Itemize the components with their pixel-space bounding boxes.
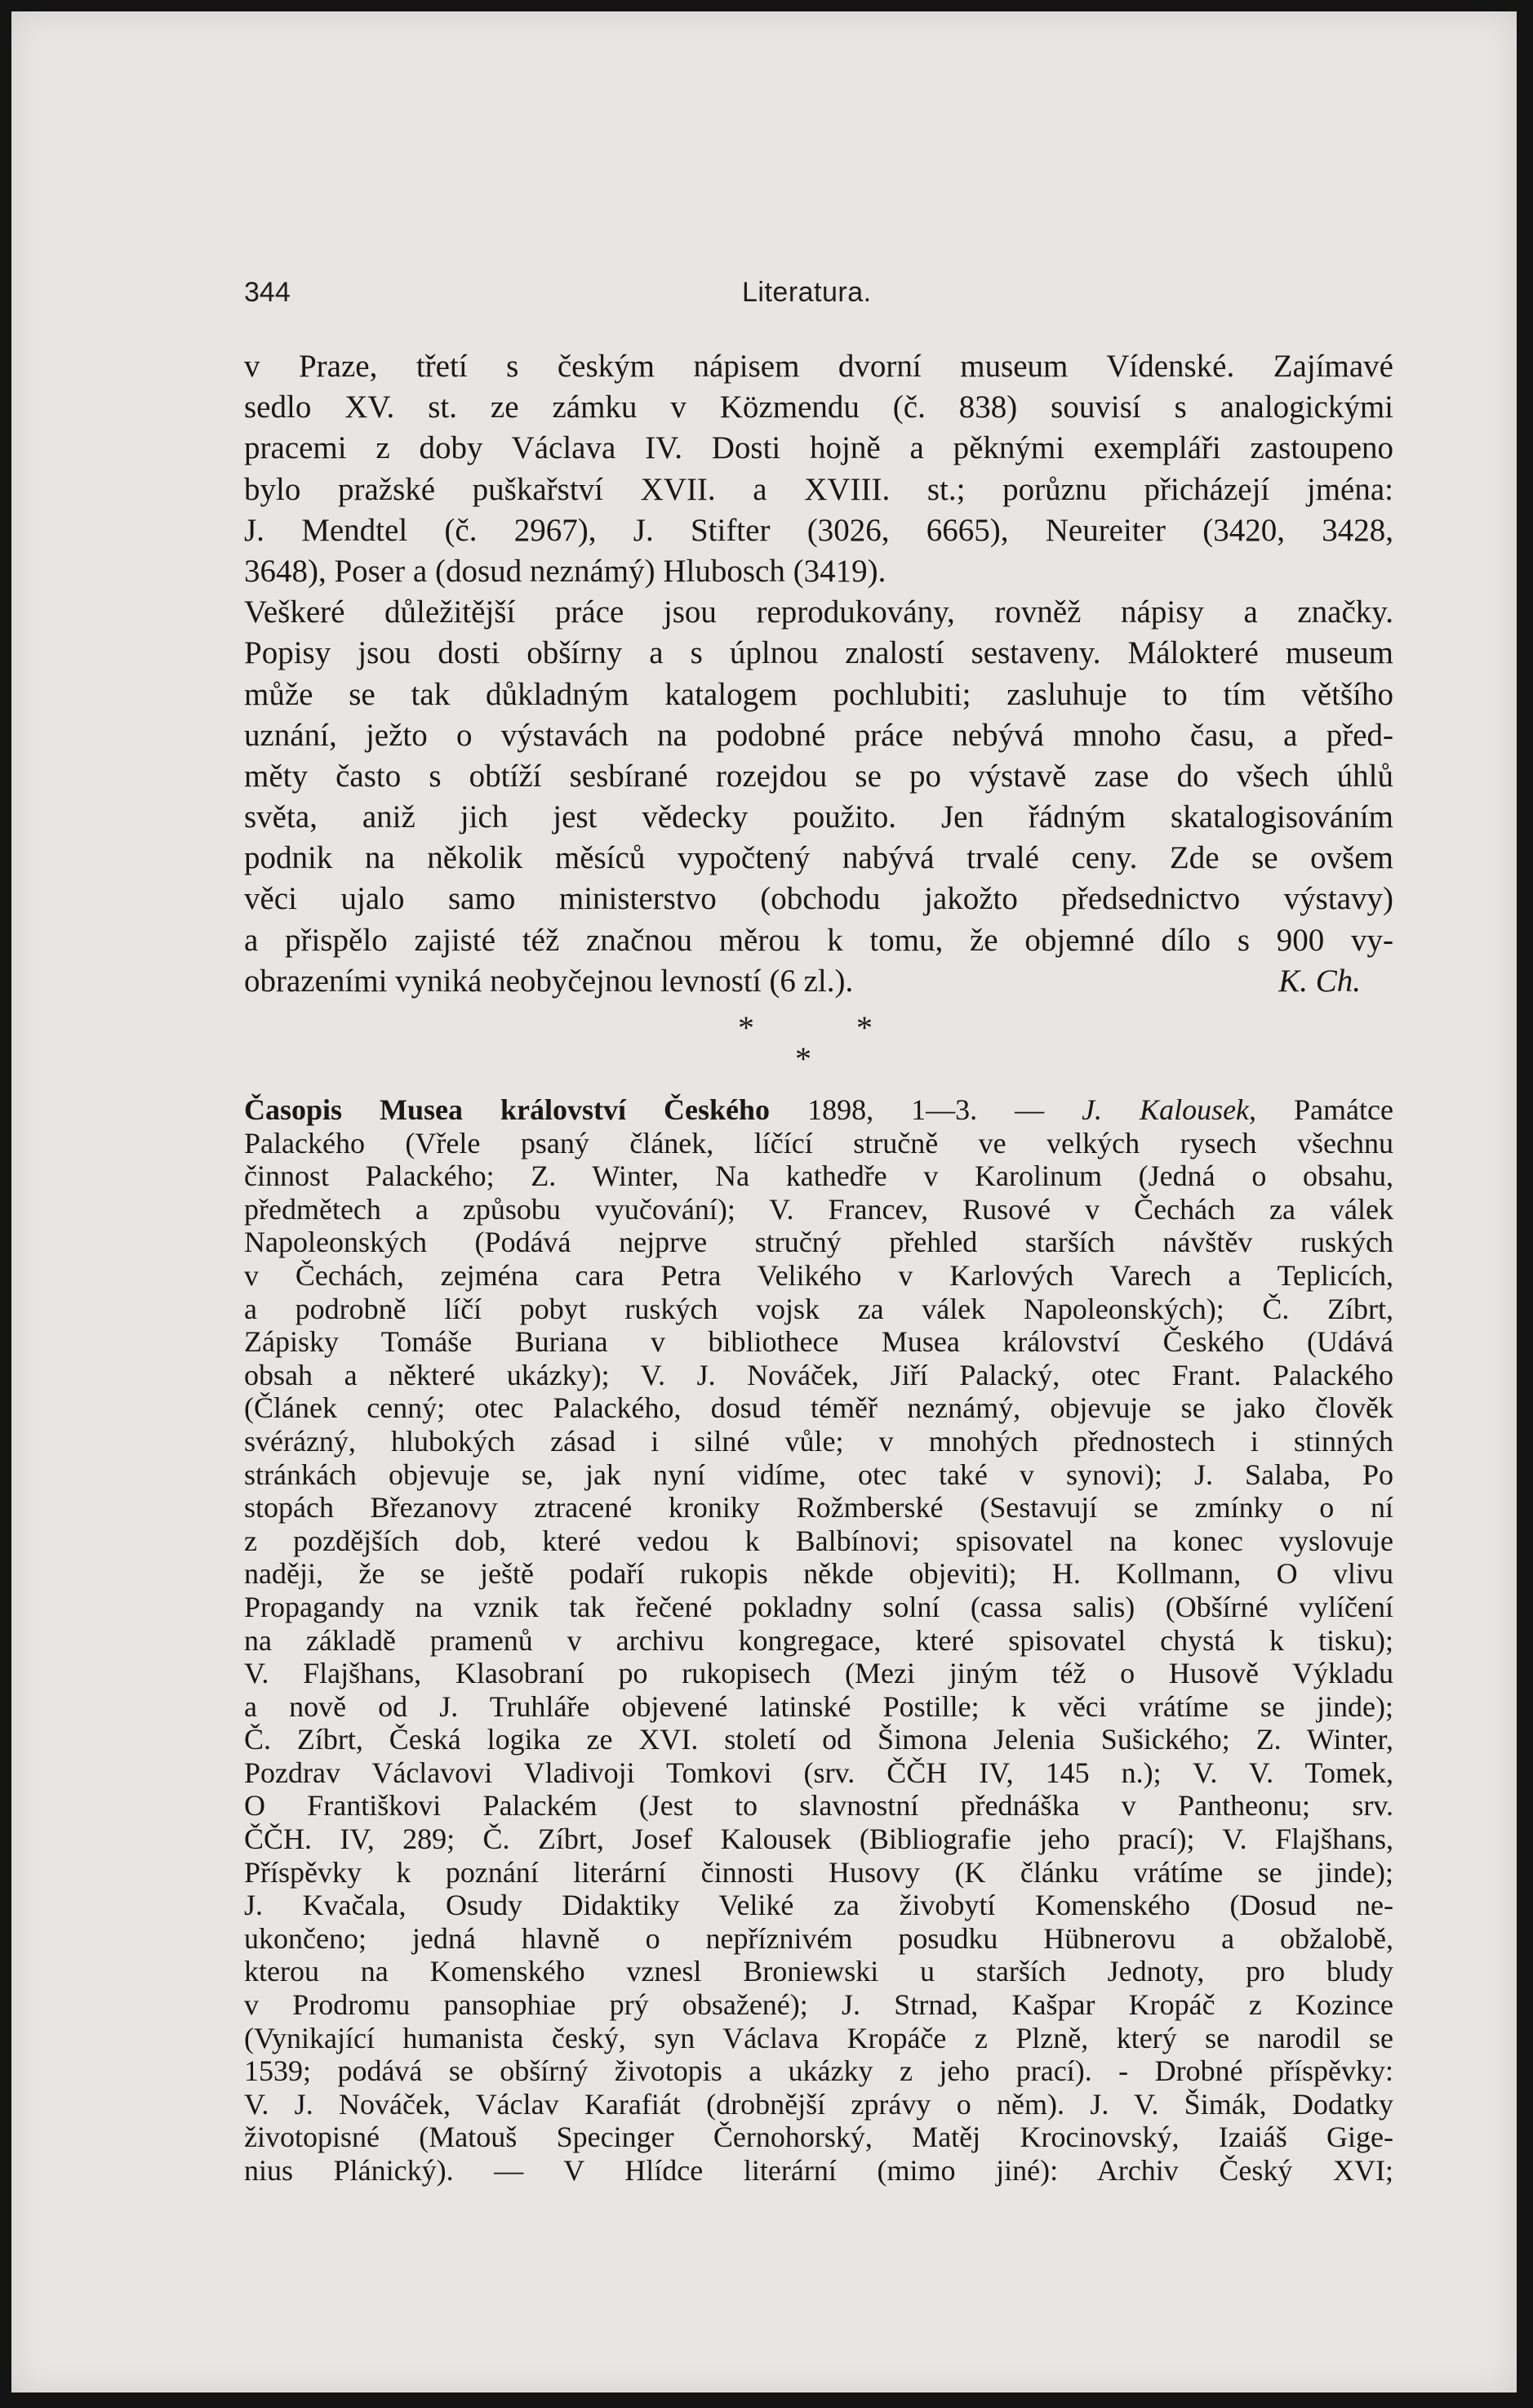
text-line: ČČH. IV, 289; Č. Zíbrt, Josef Kalousek (Bibliografie jeho prací); V. Flajšhans, [244,1823,1393,1856]
text-line: bylo pražské puškařství XVII. a XVIII. st.; porůznu přicházejí jména: [244,471,1393,507]
text-line: životopisné (Matouš Specinger Černohorský, Matěj Krocinovský, Izaiáš Gige- [244,2121,1393,2154]
asterisk-icon: * [856,1009,873,1046]
asterisk-icon: * [738,1009,754,1046]
journal-title: Časopis Musea království Českého [244,1093,771,1126]
text-line: z pozdějších dob, které vedou k Balbínovi; spisovatel na konec vyslovuje [244,1524,1393,1557]
text-line: činnost Palackého; Z. Winter, Na kathedře v Karolinum (Jedná o obsahu, [244,1159,1393,1193]
text-line-with-signature [244,961,1393,1002]
text-line: 3648), Poser a (dosud neznámý) Hlubosch (3419). [244,553,886,589]
text-line: obsah a některé ukázky); V. J. Nováček, Jiří Palacký, otec Frant. Palackého [244,1358,1393,1391]
page-header [244,277,1387,318]
text-line-first: Časopis Musea království Českého 1898, 1—3. — J. Kalousek, Památce [244,1093,1393,1126]
text-line: kterou na Komenského vznesl Broniewski u starších Jednoty, pro bludy [244,1955,1393,1988]
text-line: Pozdrav Václavovi Vladivoji Tomkovi (srv. ČČH IV, 145 n.); V. V. Tomek, [244,1756,1393,1789]
text-line: na základě pramenů v archivu kongregace, které spisovatel chystá k tisku); [244,1623,1393,1657]
text-line: Zápisky Tomáše Buriana v bibliothece Musea království Českého (Udává [244,1325,1393,1359]
text-line: Veškeré důležitější práce jsou reprodukovány, rovněž nápisy a značky. [244,594,1393,630]
author-signature: K. Ch. [1278,963,1361,999]
text-line: J. Kvačala, Osudy Didaktiky Veliké za živobytí Komenského (Dosud ne- [244,1889,1393,1922]
text-line: Popisy jsou dosti obšírny a s úplnou znalostí sestaveny. Málokteré museum [244,635,1393,671]
text-line: V. J. Nováček, Václav Karafiát (drobnější zprávy o něm). J. V. Šimák, Dodatky [244,2087,1393,2121]
text-line: Propagandy na vznik tak řečené pokladny solní (cassa salis) (Obšírné vylíčení [244,1590,1393,1623]
text-line: podnik na několik měsíců vypočtený nabývá trvalé ceny. Zde se ovšem [244,840,1393,876]
asterisk-icon: * [795,1040,811,1077]
text-line: v Praze, třetí s českým nápisem dvorní museum Vídenské. Zajímavé [244,349,1393,384]
text-line: 1539; podává se obšírný životopis a ukázky z jeho prací). - Drobné příspěvky: [244,2054,1393,2088]
text-line: ukončeno; jedná hlavně o nepříznivém posudku Hübnerovu a obžalobě, [244,1921,1393,1955]
text-line: naději, že se ještě podaří rukopis někde objeviti); H. Kollmann, O vlivu [244,1557,1393,1591]
journal-review-paragraph [244,1093,1393,2188]
text-line: (Vynikající humanista český, syn Václava Kropáče z Plzně, který se narodil se [244,2021,1393,2054]
text-line: v Čechách, zejména cara Petra Velikého v Karlových Varech a Teplicích, [244,1258,1393,1292]
scanned-page [11,11,1517,2392]
text-line: sedlo XV. st. ze zámku v Közmendu (č. 838) souvisí s analogickými [244,389,1393,425]
text-line: a přispělo zajisté též značnou měrou k tomu, že objemné dílo s 900 vy- [244,922,1393,958]
text-line: O Františkovi Palackém (Jest to slavnostní přednáška v Pantheonu; srv. [244,1789,1393,1823]
text-line: Palackého (Vřele psaný článek, líčící stručně ve velkých rysech všechnu [244,1126,1393,1159]
text-line: nius Plánický). — V Hlídce literární (mimo jiné): Archiv Český XVI; [244,2154,1393,2187]
running-title: Literatura. [742,277,872,308]
text-line: stopách Březanovy ztracené kroniky Rožmberské (Sestavují se zmínky o ní [244,1491,1393,1524]
text-line: a nově od J. Truhláře objevené latinské Postille; k věci vrátíme se jinde); [244,1689,1393,1723]
text-line: stránkách objevuje se, jak nyní vidíme, otec také v synovi); J. Salaba, Po [244,1458,1393,1491]
text-line: měty často s obtíží sesbírané rozejdou se po výstavě zase do všech úhlů [244,758,1393,794]
text-line: Napoleonských (Podává nejprve stručný přehled starších návštěv ruských [244,1226,1393,1259]
text-line: (Článek cenný; otec Palackého, dosud téměř neznámý, objevuje se jako člověk [244,1391,1393,1425]
text-line: Č. Zíbrt, Česká logika ze XVI. století od Šimona Jelenia Sušického; Z. Winter, [244,1723,1393,1756]
section-separator [713,1009,926,1085]
text-line: J. Mendtel (č. 2967), J. Stifter (3026, 6665), Neureiter (3420, 3428, [244,512,1393,548]
text-line: uznání, ježto o výstavách na podobné práce nebývá mnoho času, a před- [244,717,1393,753]
text-line: svérázný, hlubokých zásad i silné vůle; v mnohých přednostech i stinných [244,1424,1393,1458]
text-line: věci ujalo samo ministerstvo (obchodu jakožto předsednictvo výstavy) [244,881,1393,917]
text-line: Příspěvky k poznání literární činnosti Husovy (K článku vrátíme se jinde); [244,1855,1393,1889]
author-name: J. Kalousek [1082,1093,1250,1126]
text-line: předmětech a způsobu vyučování); V. Francev, Rusové v Čechách za válek [244,1192,1393,1226]
journal-issue: 1898, 1—3. — [770,1093,1082,1126]
text-line: může se tak důkladným katalogem pochlubiti; zasluhuje to tím většího [244,676,1393,712]
text-line: světa, aniž jich jest vědecky použito. Jen řádným skatalogisováním [244,799,1393,835]
text-line: V. Flajšhans, Klasobraní po rukopisech (Mezi jiným též o Husově Výkladu [244,1657,1393,1690]
text-line: v Prodromu pansophiae prý obsažené); J. Strnad, Kašpar Kropáč z Kozince [244,1988,1393,2022]
review-paragraph [244,346,1393,1002]
text-line: pracemi z doby Václava IV. Dosti hojně a pěknými exempláři zastoupeno [244,430,1393,466]
page-number: 344 [244,277,291,308]
text-line: a podrobně líčí pobyt ruských vojsk za válek Napoleonských); Č. Zíbrt, [244,1292,1393,1325]
text-line-content: obrazeními vyniká neobyčejnou levností (6 zl.). [244,963,854,999]
